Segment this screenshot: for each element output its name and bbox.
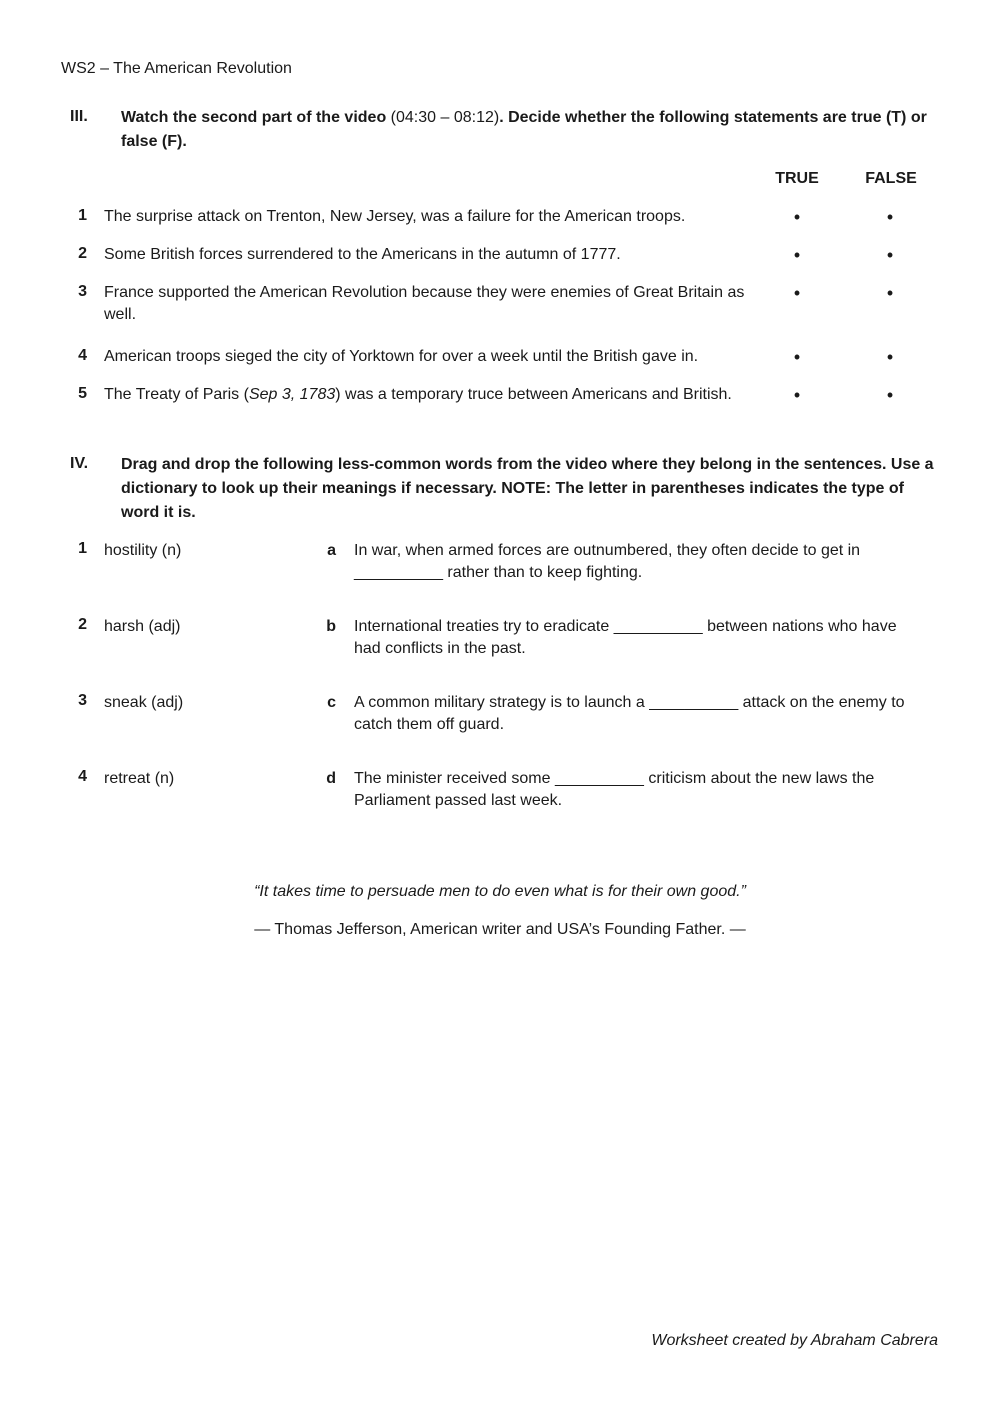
- instruction-timestamp: (04:30 – 08:12): [386, 109, 500, 126]
- statement-number: 2: [78, 245, 87, 262]
- draggable-word[interactable]: retreat (n): [104, 770, 175, 787]
- statement-number: 5: [78, 385, 87, 402]
- word-number: 3: [78, 692, 87, 709]
- statement-text-part: The Treaty of Paris (: [104, 386, 249, 403]
- false-column-header: FALSE: [865, 170, 917, 187]
- statement-text: France supported the American Revolution because they were enemies of Great Britain as well.: [104, 284, 745, 323]
- false-option-dot[interactable]: •: [886, 385, 894, 405]
- statement-text: American troops sieged the city of Yorktown for over a week until the British gave in.: [104, 348, 699, 365]
- true-option-dot[interactable]: •: [793, 207, 801, 227]
- draggable-word[interactable]: harsh (adj): [104, 618, 181, 635]
- sentence-text: In war, when armed forces are outnumbered, they often decide to get in __________ rather than to keep fighting.: [354, 542, 861, 581]
- instruction-bold-2: . Decide whether the following statements are true (T) or false (F).: [121, 109, 927, 150]
- quote-text: “It takes time to persuade men to do even what is for their own good.”: [254, 883, 746, 900]
- false-option-dot[interactable]: •: [886, 207, 894, 227]
- section-4-numeral: IV.: [70, 455, 89, 472]
- true-option-dot[interactable]: •: [793, 245, 801, 265]
- false-option-dot[interactable]: •: [886, 245, 894, 265]
- statement-text-part: ) was a temporary truce between Americans and British.: [335, 386, 732, 403]
- true-option-dot[interactable]: •: [793, 283, 801, 303]
- word-number: 4: [78, 768, 87, 785]
- sentence-text: The minister received some __________ criticism about the new laws the Parliament passed last week.: [354, 770, 875, 809]
- true-option-dot[interactable]: •: [793, 347, 801, 367]
- worksheet-credit: Worksheet created by Abraham Cabrera: [651, 1332, 938, 1349]
- draggable-word[interactable]: sneak (adj): [104, 694, 184, 711]
- sentence-text: A common military strategy is to launch a __________ attack on the enemy to catch them off guard.: [354, 694, 905, 733]
- true-column-header: TRUE: [775, 170, 819, 187]
- statement-text: The surprise attack on Trenton, New Jersey, was a failure for the American troops.: [104, 208, 686, 225]
- section-3-instruction: [121, 106, 936, 154]
- statement-number: 1: [78, 207, 87, 224]
- quote-attribution: — Thomas Jefferson, American writer and USA’s Founding Father. —: [254, 921, 746, 938]
- draggable-word[interactable]: hostility (n): [104, 542, 182, 559]
- section-3-numeral: III.: [70, 108, 88, 125]
- statement-number: 3: [78, 283, 87, 300]
- sentence-letter: d: [326, 770, 336, 787]
- true-option-dot[interactable]: •: [793, 385, 801, 405]
- word-number: 1: [78, 540, 87, 557]
- section-4-instruction: Drag and drop the following less-common words from the video where they belong in the sentences. Use a dictionary to look up their meanings if necessary. NOTE: The letter in parentheses indicates the type of word it is.: [121, 456, 934, 521]
- false-option-dot[interactable]: •: [886, 283, 894, 303]
- sentence-text: International treaties try to eradicate __________ between nations who have had conflicts in the past.: [354, 618, 897, 657]
- word-number: 2: [78, 616, 87, 633]
- statement-text: Some British forces surrendered to the Americans in the autumn of 1777.: [104, 246, 621, 263]
- sentence-letter: a: [327, 542, 336, 559]
- treaty-date: Sep 3, 1783: [248, 386, 336, 403]
- sentence-letter: c: [327, 694, 336, 711]
- false-option-dot[interactable]: •: [886, 347, 894, 367]
- instruction-bold-1: Watch the second part of the video: [121, 109, 387, 126]
- statement-text: [104, 384, 754, 406]
- worksheet-header: WS2 – The American Revolution: [61, 60, 292, 77]
- sentence-letter: b: [326, 618, 336, 635]
- statement-number: 4: [78, 347, 87, 364]
